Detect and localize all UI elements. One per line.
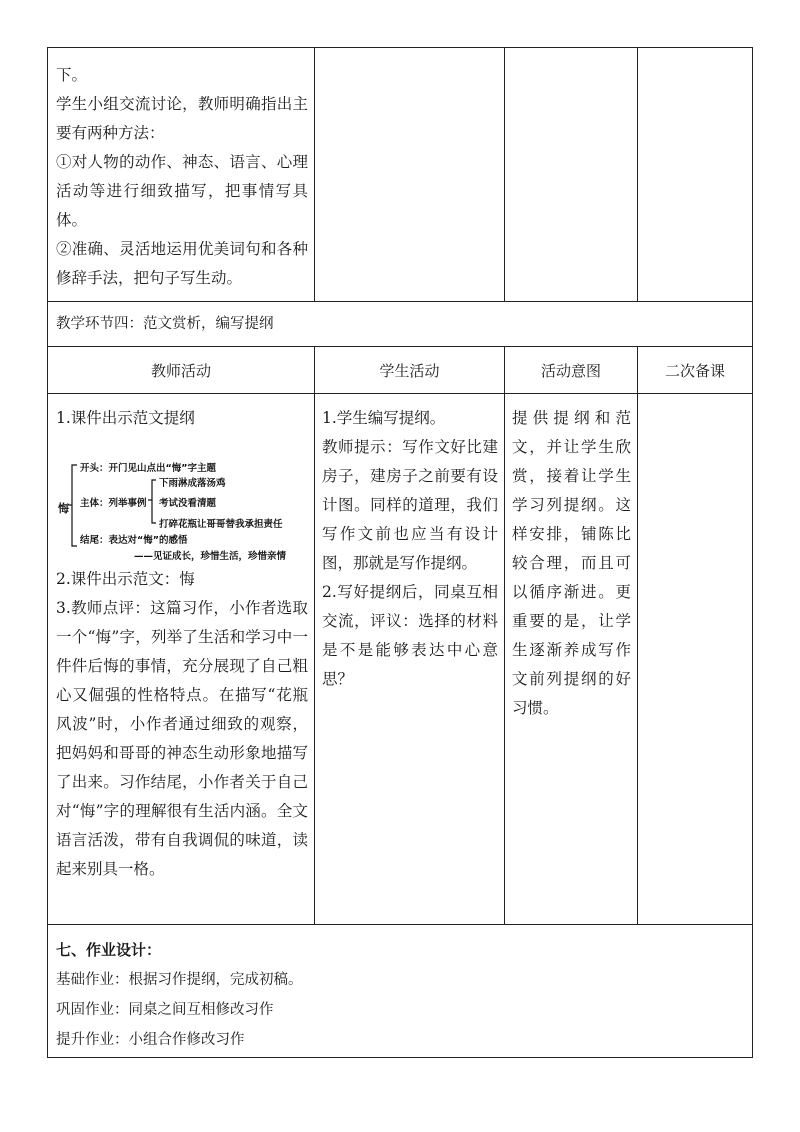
table-border-bottom — [47, 1057, 753, 1058]
top-paragraph-3: ①对人物的动作、神态、语言、心理活动等进行细致描写，把事情写具体。 — [56, 153, 308, 229]
header-activity-intent: 活动意图 — [540, 362, 601, 380]
header-second-prep: 二次备课 — [664, 362, 725, 380]
teacher-activity-p1: 1.课件出示范文提纲 — [56, 409, 195, 427]
row-divider-2 — [47, 346, 753, 347]
table-border-right — [752, 47, 753, 1058]
student-activity-p2: 教师提示：写作文好比建房子，建房子之前要有设计图。同样的道理，我们写作文前也应当有设计图，那就是写作提纲。 — [322, 438, 498, 572]
col-divider-2-mid — [504, 346, 505, 924]
outline-body: 主体：列举事例 — [80, 498, 147, 509]
header-student-activity: 学生活动 — [379, 362, 440, 380]
outline-item-3: 打碎花瓶让哥哥替我承担责任 — [159, 519, 283, 530]
table-border-top — [47, 47, 753, 48]
activity-intent-cell — [512, 404, 631, 723]
table-border-left — [47, 47, 48, 1058]
row-divider-3 — [47, 393, 753, 394]
student-activity-p1: 1.学生编写提纲。 — [322, 409, 446, 427]
row-divider-4 — [47, 924, 753, 925]
col-divider-2-top — [504, 47, 505, 301]
col-divider-1-mid — [314, 346, 315, 924]
outline-ending-sub: ——见证成长，珍惜生活，珍惜亲情 — [134, 551, 287, 562]
homework-section — [56, 935, 746, 1055]
top-paragraph-2: 学生小组交流讨论，教师明确指出主要有两种方法： — [56, 95, 308, 142]
homework-basic: 基础作业：根据习作提纲，完成初稿。 — [56, 972, 303, 988]
homework-consolidate: 巩固作业：同桌之间互相修改习作 — [56, 1002, 274, 1018]
row-divider-1 — [47, 301, 753, 302]
outline-root: 悔 — [58, 502, 69, 515]
col-divider-3-mid — [637, 346, 638, 924]
top-paragraph-1: 下。 — [56, 66, 88, 84]
student-activity-p3: 2.写好提纲后，同桌互相交流，评议：选择的材料是不是能够表达中心意思？ — [322, 583, 498, 688]
outline-ending: 结尾：表达对“悔”的感悟 — [80, 535, 188, 546]
col-divider-3-top — [637, 47, 638, 301]
homework-title: 七、作业设计： — [56, 941, 162, 959]
activity-intent-p1: 提供提纲和范文，并让学生欣赏，接着让学生学习列提纲。这样安排，铺陈比较合理，而且可以循序渐进。更重要的是，让学生逐渐养成写作文前列提纲的好习惯。 — [512, 409, 631, 717]
outline-item-1: 下雨淋成落汤鸡 — [159, 478, 226, 489]
teacher-activity-p3: 3.教师点评：这篇习作，小作者选取一个“悔”字，列举了生活和学习中一件件后悔的事情，充分展现了自己粗心又倔强的性格特点。在描写“花瓶风波”时，小作者通过细致的观察，把妈妈和哥哥的神态生动形象地描写了出来。习作结尾，小作者关于自己对“悔”字的理解很有生活内涵。全文语言活泼，带有自我调侃的味道，读起来别具一格。 — [56, 599, 308, 878]
section4-title: 教学环节四：范文赏析，编写提纲 — [56, 316, 274, 332]
teacher-activity-rest — [56, 565, 308, 884]
col-divider-1-top — [314, 47, 315, 301]
student-activity-cell — [322, 404, 498, 694]
homework-advanced: 提升作业：小组合作修改习作 — [56, 1032, 245, 1048]
top-row-teacher-cell — [56, 61, 308, 293]
outline-opening: 开头：开门见山点出“悔”字主题 — [80, 463, 216, 474]
outline-item-2: 考试没看清题 — [159, 498, 217, 509]
teacher-activity-p2: 2.课件出示范文：悔 — [56, 570, 195, 588]
header-teacher-activity: 教师活动 — [150, 362, 211, 380]
essay-outline-figure — [58, 460, 308, 565]
top-paragraph-4: ②准确、灵活地运用优美词句和各种修辞手法，把句子写生动。 — [56, 240, 308, 287]
